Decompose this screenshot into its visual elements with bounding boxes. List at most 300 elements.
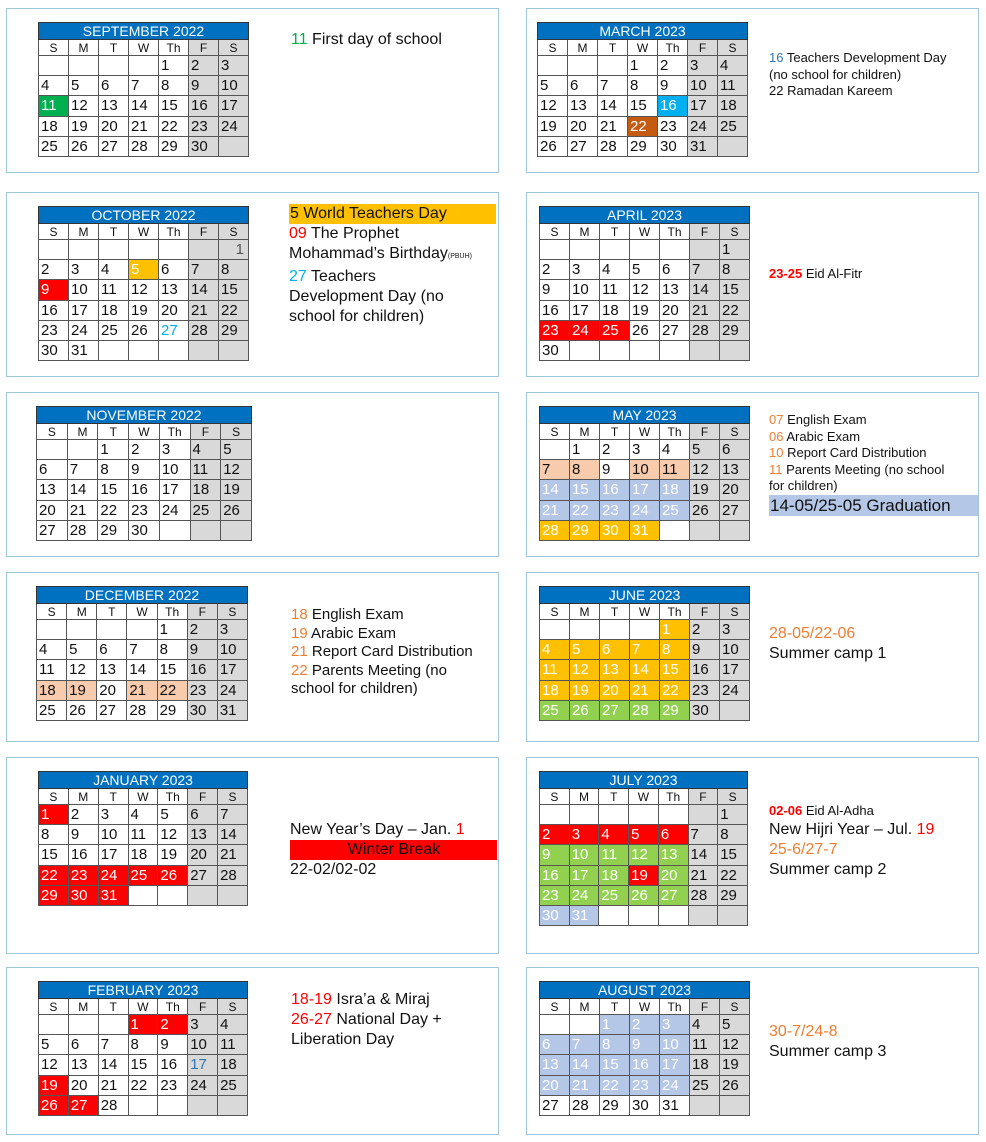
day-cell: 13 — [568, 96, 598, 116]
event-text: 23-25 — [769, 266, 803, 281]
day-cell: 16 — [630, 1055, 660, 1075]
empty-cell — [158, 885, 188, 905]
day-cell: 8 — [39, 825, 69, 845]
day-cell: 18 — [690, 1055, 720, 1075]
day-cell: 2 — [158, 1015, 188, 1035]
empty-cell — [600, 240, 630, 260]
day-cell: 22 — [628, 116, 658, 136]
day-cell: 17 — [69, 300, 99, 320]
day-cell: 26 — [129, 320, 159, 340]
day-cell: 18 — [600, 300, 630, 320]
day-cell: 1 — [718, 805, 748, 825]
day-cell: 19 — [158, 845, 188, 865]
day-cell: 28 — [630, 700, 660, 720]
empty-cell — [630, 620, 660, 640]
day-cell: 7 — [127, 640, 157, 660]
day-cell: 4 — [99, 260, 129, 280]
day-cell: 16 — [658, 96, 688, 116]
weekday-header: W — [630, 999, 660, 1015]
day-cell: 16 — [158, 1055, 188, 1075]
day-cell: 11 — [690, 1035, 720, 1055]
month-title: JUNE 2023 — [540, 587, 750, 604]
event-text: 1 — [455, 821, 465, 838]
day-cell: 21 — [127, 680, 157, 700]
event-text: Parents Meeting (no school — [782, 461, 945, 477]
day-cell: 12 — [538, 96, 568, 116]
day-cell: 30 — [630, 1095, 660, 1115]
day-cell: 28 — [67, 520, 98, 540]
weekday-header: F — [690, 424, 720, 440]
day-cell: 28 — [127, 700, 157, 720]
day-cell: 19 — [720, 1055, 750, 1075]
month-title: JANUARY 2023 — [39, 772, 248, 789]
day-cell: 26 — [538, 136, 568, 156]
day-cell: 4 — [540, 640, 570, 660]
day-cell: 22 — [718, 865, 748, 885]
weekday-header: Th — [158, 789, 188, 805]
weekday-header: S — [540, 224, 570, 240]
day-cell: 24 — [159, 500, 190, 520]
event-text: 18-19 — [291, 991, 332, 1008]
day-cell: 9 — [540, 280, 570, 300]
month-events — [769, 803, 934, 880]
day-cell: 26 — [570, 700, 600, 720]
month-calendar — [537, 22, 748, 157]
day-cell: 9 — [129, 460, 160, 480]
day-cell: 12 — [39, 1055, 69, 1075]
day-cell: 17 — [569, 865, 599, 885]
weekday-header: M — [568, 40, 598, 56]
day-cell: 11 — [128, 825, 158, 845]
day-cell: 20 — [540, 1075, 570, 1095]
empty-cell — [540, 1015, 570, 1035]
day-cell: 7 — [690, 260, 720, 280]
day-cell: 10 — [569, 845, 599, 865]
day-cell: 8 — [98, 460, 129, 480]
event-note — [290, 840, 497, 860]
day-cell: 4 — [660, 440, 690, 460]
day-cell: 7 — [630, 640, 660, 660]
event-text: 06 — [769, 428, 784, 444]
weekday-header: F — [688, 789, 718, 805]
empty-cell — [159, 520, 190, 540]
day-cell: 11 — [99, 280, 129, 300]
event-text: 16 — [769, 50, 784, 65]
day-cell: 31 — [688, 136, 718, 156]
day-cell: 24 — [720, 680, 750, 700]
day-cell: 11 — [540, 660, 570, 680]
day-cell: 5 — [221, 440, 252, 460]
weekday-header: Th — [159, 424, 190, 440]
day-cell: 20 — [188, 845, 218, 865]
event-text: Report Card Distribution — [307, 643, 473, 660]
day-cell: 16 — [540, 865, 570, 885]
day-cell: 27 — [99, 136, 129, 156]
day-cell: 14 — [630, 660, 660, 680]
empty-cell — [159, 240, 189, 260]
day-cell: 3 — [570, 260, 600, 280]
day-cell: 13 — [97, 660, 127, 680]
day-cell: 10 — [98, 825, 128, 845]
event-note — [769, 1022, 886, 1042]
empty-cell — [128, 885, 158, 905]
weekday-header: S — [221, 424, 252, 440]
day-cell: 30 — [68, 885, 98, 905]
weekday-header: M — [570, 604, 600, 620]
weekday-header: W — [129, 224, 159, 240]
day-cell: 18 — [660, 480, 690, 500]
empty-cell — [129, 240, 159, 260]
day-cell: 22 — [570, 500, 600, 520]
day-cell: 29 — [570, 520, 600, 540]
day-cell: 15 — [660, 660, 690, 680]
weekday-header: Th — [658, 40, 688, 56]
day-cell: 14 — [598, 96, 628, 116]
weekday-header: T — [600, 999, 630, 1015]
day-cell: 1 — [628, 56, 658, 76]
day-cell: 16 — [600, 480, 630, 500]
day-cell: 28 — [688, 885, 718, 905]
day-cell: 30 — [600, 520, 630, 540]
day-cell: 29 — [660, 700, 690, 720]
day-cell: 3 — [217, 620, 247, 640]
day-cell: 21 — [570, 1075, 600, 1095]
month-events — [291, 30, 442, 50]
event-text: English Exam — [783, 412, 867, 427]
event-note — [769, 624, 886, 644]
event-text: Teachers — [306, 268, 376, 285]
event-text: First day of school — [307, 31, 442, 48]
day-cell: 26 — [629, 885, 659, 905]
day-cell: 20 — [568, 116, 598, 136]
empty-cell — [570, 240, 600, 260]
day-cell: 24 — [630, 500, 660, 520]
month-title: OCTOBER 2022 — [39, 207, 249, 224]
event-note — [769, 478, 978, 495]
day-cell: 6 — [660, 260, 690, 280]
day-cell: 13 — [159, 280, 189, 300]
day-cell: 18 — [540, 680, 570, 700]
day-cell: 10 — [69, 280, 99, 300]
day-cell: 6 — [568, 76, 598, 96]
weekday-header: S — [37, 424, 68, 440]
weekday-header: F — [189, 224, 219, 240]
day-cell: 14 — [690, 280, 720, 300]
day-cell: 11 — [218, 1035, 248, 1055]
month-calendar — [36, 406, 252, 541]
day-cell: 18 — [599, 865, 629, 885]
empty-cell — [718, 136, 748, 156]
empty-cell — [219, 136, 249, 156]
weekday-header: T — [600, 424, 630, 440]
day-cell: 21 — [218, 845, 248, 865]
empty-cell — [690, 240, 720, 260]
weekday-header: F — [690, 224, 720, 240]
month-calendar — [38, 771, 248, 906]
day-cell: 20 — [720, 480, 750, 500]
weekday-header: Th — [660, 604, 690, 620]
event-text: 28-05/22-06 — [769, 625, 856, 642]
day-cell: 27 — [188, 865, 218, 885]
day-cell: 9 — [690, 640, 720, 660]
day-cell: 2 — [129, 440, 160, 460]
day-cell: 22 — [720, 300, 750, 320]
day-cell: 1 — [128, 1015, 158, 1035]
day-cell: 5 — [39, 1035, 69, 1055]
day-cell: 11 — [37, 660, 67, 680]
weekday-header: F — [190, 424, 221, 440]
weekday-header: S — [37, 604, 67, 620]
weekday-header: T — [600, 224, 630, 240]
day-cell: 5 — [538, 76, 568, 96]
day-cell: 31 — [569, 905, 599, 925]
day-cell: 7 — [129, 76, 159, 96]
day-cell: 17 — [217, 660, 247, 680]
day-cell: 7 — [598, 76, 628, 96]
empty-cell — [188, 885, 218, 905]
weekday-header: T — [98, 999, 128, 1015]
day-cell: 22 — [157, 680, 187, 700]
day-cell: 12 — [629, 845, 659, 865]
day-cell: 16 — [129, 480, 160, 500]
month-events — [769, 1022, 886, 1062]
day-cell: 25 — [599, 885, 629, 905]
day-cell: 7 — [67, 460, 98, 480]
day-cell: 1 — [219, 240, 249, 260]
day-cell: 15 — [128, 1055, 158, 1075]
day-cell: 29 — [159, 136, 189, 156]
event-text: for children) — [769, 478, 838, 493]
event-text: Winter Break — [347, 841, 441, 858]
day-cell: 25 — [99, 320, 129, 340]
event-text: 11 — [769, 461, 783, 477]
day-cell: 8 — [570, 460, 600, 480]
day-cell: 9 — [68, 825, 98, 845]
empty-cell — [68, 1015, 98, 1035]
day-cell: 7 — [570, 1035, 600, 1055]
day-cell: 2 — [630, 1015, 660, 1035]
event-note — [291, 990, 442, 1010]
event-text: Summer camp 2 — [769, 860, 887, 878]
day-cell: 12 — [221, 460, 252, 480]
empty-cell — [629, 905, 659, 925]
weekday-header: T — [97, 604, 127, 620]
day-cell: 16 — [187, 660, 217, 680]
event-text: Mohammad’s Birthday — [289, 245, 448, 262]
weekday-header: S — [219, 224, 249, 240]
empty-cell — [658, 805, 688, 825]
day-cell: 17 — [630, 480, 660, 500]
day-cell: 1 — [39, 805, 69, 825]
day-cell: 26 — [221, 500, 252, 520]
event-text: 10 — [769, 445, 784, 460]
empty-cell — [658, 905, 688, 925]
day-cell: 30 — [129, 520, 160, 540]
event-note — [769, 83, 947, 100]
day-cell: 3 — [188, 1015, 218, 1035]
day-cell: 9 — [187, 640, 217, 660]
weekday-header: S — [39, 789, 69, 805]
empty-cell — [158, 1095, 188, 1115]
day-cell: 12 — [158, 825, 188, 845]
weekday-header: W — [630, 224, 660, 240]
day-cell: 13 — [540, 1055, 570, 1075]
day-cell: 16 — [68, 845, 98, 865]
day-cell: 23 — [187, 680, 217, 700]
empty-cell — [598, 56, 628, 76]
event-note — [291, 606, 473, 625]
day-cell: 2 — [39, 260, 69, 280]
empty-cell — [688, 905, 718, 925]
empty-cell — [67, 620, 97, 640]
weekday-header: T — [99, 224, 129, 240]
day-cell: 7 — [98, 1035, 128, 1055]
event-text: New Hijri Year – Jul. — [769, 820, 917, 838]
day-cell: 23 — [39, 320, 69, 340]
event-text: Teachers Development Day — [783, 50, 947, 65]
month-calendar — [36, 586, 248, 721]
event-note — [289, 267, 496, 287]
day-cell: 23 — [690, 680, 720, 700]
empty-cell — [39, 240, 69, 260]
weekday-header: F — [188, 789, 218, 805]
event-note — [769, 1042, 886, 1062]
day-cell: 21 — [129, 116, 159, 136]
weekday-header: W — [127, 604, 157, 620]
day-cell: 13 — [720, 460, 750, 480]
day-cell: 25 — [540, 700, 570, 720]
day-cell: 12 — [67, 660, 97, 680]
day-cell: 10 — [720, 640, 750, 660]
day-cell: 5 — [69, 76, 99, 96]
day-cell: 15 — [570, 480, 600, 500]
day-cell: 22 — [159, 116, 189, 136]
weekday-header: M — [570, 224, 600, 240]
empty-cell — [97, 620, 127, 640]
day-cell: 15 — [600, 1055, 630, 1075]
month-events — [769, 624, 886, 664]
day-cell: 18 — [99, 300, 129, 320]
day-cell: 17 — [219, 96, 249, 116]
day-cell: 28 — [540, 520, 570, 540]
event-note — [769, 820, 934, 840]
event-text: Report Card Distribution — [783, 445, 927, 460]
weekday-header: T — [600, 604, 630, 620]
day-cell: 30 — [658, 136, 688, 156]
weekday-header: T — [98, 424, 129, 440]
day-cell: 1 — [570, 440, 600, 460]
day-cell: 19 — [129, 300, 159, 320]
empty-cell — [39, 56, 69, 76]
day-cell: 19 — [630, 300, 660, 320]
day-cell: 25 — [128, 865, 158, 885]
day-cell: 9 — [630, 1035, 660, 1055]
day-cell: 24 — [569, 885, 599, 905]
empty-cell — [569, 805, 599, 825]
weekday-header: S — [538, 40, 568, 56]
day-cell: 23 — [658, 116, 688, 136]
weekday-header: M — [67, 604, 97, 620]
weekday-header: S — [217, 604, 247, 620]
empty-cell — [219, 340, 249, 360]
day-cell: 27 — [600, 700, 630, 720]
day-cell: 28 — [129, 136, 159, 156]
day-cell: 11 — [660, 460, 690, 480]
day-cell: 30 — [189, 136, 219, 156]
empty-cell — [218, 1095, 248, 1115]
day-cell: 17 — [188, 1055, 218, 1075]
day-cell: 22 — [39, 865, 69, 885]
day-cell: 4 — [718, 56, 748, 76]
day-cell: 17 — [720, 660, 750, 680]
day-cell: 20 — [159, 300, 189, 320]
day-cell: 6 — [99, 76, 129, 96]
day-cell: 13 — [188, 825, 218, 845]
event-note — [291, 680, 473, 699]
day-cell: 8 — [128, 1035, 158, 1055]
day-cell: 22 — [219, 300, 249, 320]
empty-cell — [690, 520, 720, 540]
day-cell: 10 — [188, 1035, 218, 1055]
day-cell: 5 — [630, 260, 660, 280]
day-cell: 3 — [69, 260, 99, 280]
day-cell: 18 — [190, 480, 221, 500]
day-cell: 2 — [658, 56, 688, 76]
weekday-header: T — [98, 789, 128, 805]
day-cell: 29 — [720, 320, 750, 340]
empty-cell — [568, 56, 598, 76]
day-cell: 5 — [570, 640, 600, 660]
day-cell: 2 — [540, 260, 570, 280]
day-cell: 22 — [128, 1075, 158, 1095]
event-note — [290, 860, 497, 880]
day-cell: 1 — [98, 440, 129, 460]
weekday-header: S — [720, 424, 750, 440]
empty-cell — [69, 240, 99, 260]
empty-cell — [630, 340, 660, 360]
day-cell: 9 — [158, 1035, 188, 1055]
day-cell: 6 — [68, 1035, 98, 1055]
empty-cell — [540, 620, 570, 640]
event-text: school for children) — [291, 680, 418, 697]
day-cell: 4 — [39, 76, 69, 96]
day-cell: 10 — [630, 460, 660, 480]
empty-cell — [69, 56, 99, 76]
month-title: DECEMBER 2022 — [37, 587, 248, 604]
day-cell: 10 — [217, 640, 247, 660]
day-cell: 30 — [540, 340, 570, 360]
weekday-header: Th — [157, 604, 187, 620]
empty-cell — [127, 620, 157, 640]
day-cell: 4 — [190, 440, 221, 460]
day-cell: 20 — [68, 1075, 98, 1095]
event-text: 07 — [769, 412, 784, 427]
event-text: 30-7/24-8 — [769, 1023, 838, 1040]
event-note — [291, 662, 473, 681]
weekday-header: M — [570, 999, 600, 1015]
day-cell: 28 — [570, 1095, 600, 1115]
day-cell: 20 — [99, 116, 129, 136]
day-cell: 29 — [157, 700, 187, 720]
day-cell: 11 — [39, 96, 69, 116]
day-cell: 9 — [658, 76, 688, 96]
weekday-header: F — [187, 604, 217, 620]
day-cell: 9 — [600, 460, 630, 480]
event-note — [291, 1030, 442, 1050]
event-note — [769, 445, 978, 462]
day-cell: 17 — [159, 480, 190, 500]
day-cell: 23 — [158, 1075, 188, 1095]
